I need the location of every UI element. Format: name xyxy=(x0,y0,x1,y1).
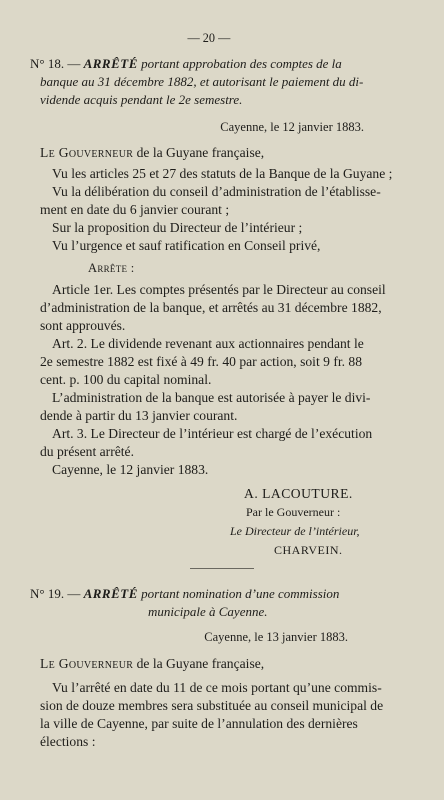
body-line: L’administration de la banque est autorisée à payer le divi- xyxy=(52,390,371,405)
arrete-19-heading xyxy=(30,586,339,602)
arrete-19-title-line1: portant nomination d’une commission xyxy=(141,586,340,601)
body-line: Article 1er. Les comptes présentés par le Directeur au conseil xyxy=(52,282,386,297)
section-divider xyxy=(190,568,254,569)
consideration-line: Vu les articles 25 et 27 des statuts de la Banque de la Guyane ; xyxy=(52,166,393,181)
body-line: sont approuvés. xyxy=(40,318,126,333)
signature-governor: A. LACOUTURE. xyxy=(244,486,353,501)
arrete-18-title-line1: portant approbation des comptes de la xyxy=(141,56,342,71)
governor-rest: de la Guyane française, xyxy=(136,145,265,160)
arrete-label: Arrête : xyxy=(88,261,135,275)
arrete-18-heading xyxy=(30,56,342,72)
body-line: Cayenne, le 12 janvier 1883. xyxy=(52,462,209,477)
body-line: d’administration de la banque, et arrêtés au 31 décembre 1882, xyxy=(40,300,382,315)
body-line: élections : xyxy=(40,734,96,749)
signature-countersign: CHARVEIN. xyxy=(274,543,343,557)
page-number: — 20 — xyxy=(187,30,231,45)
body-line: 2e semestre 1882 est fixé à 49 fr. 40 par action, soit 9 fr. 88 xyxy=(40,354,363,369)
body-line: cent. p. 100 du capital nominal. xyxy=(40,372,212,387)
arrete-19-title-line2: municipale à Cayenne. xyxy=(148,604,268,619)
consideration-line: ment en date du 6 janvier courant ; xyxy=(40,202,230,217)
governor-label: Le Gouverneur xyxy=(40,656,134,671)
signature-par-le: Par le Gouverneur : xyxy=(246,505,341,519)
body-line: dende à partir du 13 janvier courant. xyxy=(40,408,238,423)
consideration-line: Sur la proposition du Directeur de l’intérieur ; xyxy=(52,220,303,235)
body-line: du présent arrêté. xyxy=(40,444,134,459)
body-line: sion de douze membres sera substituée au conseil municipal de xyxy=(40,698,384,713)
arrete-18-number: N° 18. — xyxy=(30,56,81,71)
governor-rest: de la Guyane française, xyxy=(136,656,265,671)
signature-directeur: Le Directeur de l’intérieur, xyxy=(230,524,360,538)
arrete-19-title-bold: ARRÊTÉ xyxy=(83,586,138,601)
consideration-line: Vu l’urgence et sauf ratification en Conseil privé, xyxy=(52,238,321,253)
body-line: Art. 3. Le Directeur de l’intérieur est chargé de l’exécution xyxy=(52,426,373,441)
arrete-18-title-bold: ARRÊTÉ xyxy=(83,56,138,71)
body-line: Vu l’arrêté en date du 11 de ce mois portant qu’une commis- xyxy=(52,680,382,695)
body-line: la ville de Cayenne, par suite de l’annulation des dernières xyxy=(40,716,358,731)
body-line: Art. 2. Le dividende revenant aux actionnaires pendant le xyxy=(52,336,364,351)
arrete-18-dateline: Cayenne, le 12 janvier 1883. xyxy=(220,120,364,134)
consideration-line: Vu la délibération du conseil d’administration de l’établisse- xyxy=(52,184,381,199)
arrete-18-title-line2: banque au 31 décembre 1882, et autorisant le paiement du di- xyxy=(40,74,364,89)
arrete-18-governor xyxy=(40,145,264,161)
arrete-18-title-line3: vidende acquis pendant le 2e semestre. xyxy=(40,92,243,107)
governor-label: Le Gouverneur xyxy=(40,145,134,160)
arrete-19-number: N° 19. — xyxy=(30,586,81,601)
arrete-19-governor xyxy=(40,656,264,672)
arrete-19-dateline: Cayenne, le 13 janvier 1883. xyxy=(204,630,348,644)
